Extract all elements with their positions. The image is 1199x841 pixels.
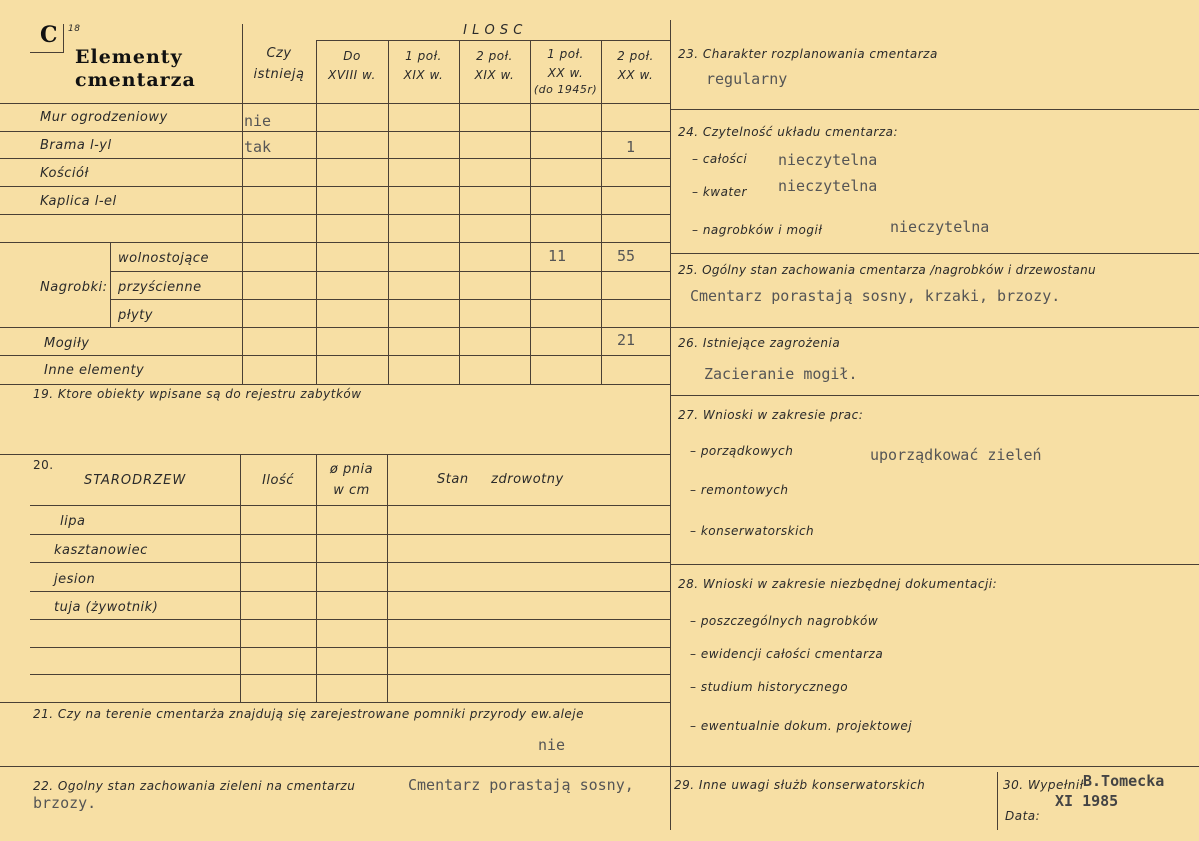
row-label-inne: Inne elementy — [44, 363, 145, 378]
line — [670, 109, 1199, 110]
line — [110, 299, 670, 300]
line — [30, 534, 670, 535]
line — [110, 271, 670, 272]
section-21-value: nie — [538, 736, 566, 754]
line — [388, 40, 389, 384]
section-23-value: regularny — [706, 70, 788, 88]
card-title-line2: cmentarza — [75, 69, 196, 91]
mogily-2xx-value: 21 — [617, 331, 636, 349]
line — [459, 40, 460, 384]
porzadkowych-label: – porządkowych — [690, 444, 794, 458]
section-28-label: 28. Wnioski w zakresie niezbędnej dokumentacji: — [678, 577, 998, 591]
tree-row-label: jesion — [54, 572, 96, 587]
kwater-value: nieczytelna — [778, 177, 878, 195]
brama-2xx-value: 1 — [626, 138, 636, 156]
line — [0, 766, 670, 767]
line — [670, 395, 1199, 396]
line — [110, 242, 111, 327]
ilosc-label: I L O S C — [463, 23, 523, 38]
col-header-l3: (do 1945r) — [533, 83, 598, 96]
line — [670, 564, 1199, 565]
tree-row-label: lipa — [60, 514, 86, 529]
calosci-value: nieczytelna — [778, 151, 878, 169]
nagrobkow-label: – nagrobków i mogił — [692, 223, 823, 237]
line — [0, 454, 670, 455]
line — [0, 103, 670, 104]
section-21-label: 21. Czy na terenie cmentarża znajdują się zarejestrowane pomniki przyrody ew.aleje — [33, 707, 585, 721]
nagrobkow-value: nieczytelna — [890, 218, 990, 236]
doc-item: – poszczególnych nagrobków — [690, 614, 879, 628]
section-25-label: 25. Ogólny stan zachowania cmentarza /nagrobków i drzewostanu — [678, 263, 1096, 277]
section-26-value: Zacieranie mogił. — [704, 365, 858, 383]
line — [30, 52, 64, 53]
starodrzew-title: STARODRZEW — [84, 473, 187, 488]
section-25-value: Cmentarz porastają sosny, krzaki, brzozy. — [690, 287, 1061, 305]
section-26-label: 26. Istniejące zagrożenia — [678, 336, 841, 350]
line — [0, 384, 670, 385]
date-label: Data: — [1005, 809, 1041, 823]
col-header-l2: XVIII w. — [328, 68, 376, 82]
porzadkowych-value: uporządkować zieleń — [870, 446, 1042, 464]
wolno-2xx-value: 55 — [617, 247, 636, 265]
row-label-mur: Mur ogrodzeniowy — [40, 110, 168, 125]
line — [0, 131, 670, 132]
main-divider — [670, 20, 671, 830]
line — [63, 24, 64, 53]
line — [997, 772, 998, 830]
card-code: C — [40, 22, 59, 48]
row-label-mogily: Mogiły — [44, 336, 90, 351]
calosci-label: – całości — [692, 152, 748, 166]
line — [670, 766, 1199, 767]
line — [0, 355, 670, 356]
col-exists-l1: Czy — [266, 46, 292, 61]
section-23-label: 23. Charakter rozplanowania cmentarza — [678, 47, 938, 61]
col-exists-l2: istnieją — [253, 67, 305, 82]
doc-item: – ewidencji całości cmentarza — [690, 647, 884, 661]
row-label-kaplica: Kaplica l-el — [40, 194, 117, 209]
section-30-label: 30. Wypełnił — [1003, 778, 1084, 792]
col-header-l1: Do — [343, 49, 361, 63]
line — [0, 327, 670, 328]
col-header-l1: 1 poł. — [547, 47, 584, 61]
filled-date-value: XI 1985 — [1055, 792, 1119, 810]
nagrobki-row-label: przyścienne — [118, 280, 202, 295]
section-24-label: 24. Czytelność układu cmentarza: — [678, 125, 899, 139]
kwater-label: – kwater — [692, 185, 747, 199]
line — [240, 454, 241, 702]
col-header-l2: XX w. — [547, 66, 584, 80]
line — [30, 619, 670, 620]
col-pnia-l1: ø pnia — [329, 462, 374, 477]
col-header-l2: XIX w. — [474, 68, 515, 82]
section-20-num: 20. — [33, 458, 54, 472]
tree-row-label: kasztanowiec — [54, 543, 148, 558]
col-header-l2: XIX w. — [403, 68, 444, 82]
card-title-line1: Elementy — [75, 46, 183, 68]
remontowych-label: – remontowych — [690, 483, 789, 497]
tree-row-label: tuja (żywotnik) — [54, 600, 159, 615]
line — [670, 327, 1199, 328]
filled-by-name: B.Tomecka — [1083, 772, 1165, 790]
col-ilosc: Ilość — [262, 473, 294, 488]
line — [0, 158, 670, 159]
col-stan: Stan zdrowotny — [437, 472, 564, 487]
line — [316, 40, 670, 41]
nagrobki-label: Nagrobki: — [40, 280, 108, 295]
line — [30, 591, 670, 592]
col-header-l1: 1 poł. — [405, 49, 442, 63]
line — [30, 674, 670, 675]
line — [387, 454, 388, 702]
wolno-1xx-value: 11 — [548, 247, 567, 265]
nagrobki-row-label: wolnostojące — [118, 251, 209, 266]
line — [601, 40, 602, 384]
row-label-brama: Brama l-yl — [40, 138, 112, 153]
section-27-label: 27. Wnioski w zakresie prac: — [678, 408, 864, 422]
section-22-value-l2: brzozy. — [33, 794, 97, 812]
line — [30, 505, 670, 506]
line — [0, 186, 670, 187]
section-19-label: 19. Ktore obiekty wpisane są do rejestru zabytków — [33, 387, 362, 401]
brama-exists-value: tak — [244, 138, 272, 156]
line — [0, 242, 670, 243]
doc-item: – studium historycznego — [690, 680, 849, 694]
section-22-value-l1: Cmentarz porastają sosny, — [408, 776, 634, 794]
line — [0, 214, 670, 215]
col-header-l2: XX w. — [617, 68, 654, 82]
line — [30, 562, 670, 563]
line — [0, 702, 670, 703]
line — [670, 253, 1199, 254]
mur-exists-value: nie — [244, 112, 272, 130]
line — [30, 647, 670, 648]
konserwatorskich-label: – konserwatorskich — [690, 524, 815, 538]
card-number: 18 — [68, 24, 81, 34]
col-header-l1: 2 poł. — [476, 49, 513, 63]
line — [316, 40, 317, 384]
nagrobki-row-label: płyty — [118, 308, 153, 323]
doc-item: – ewentualnie dokum. projektowej — [690, 719, 913, 733]
section-29-label: 29. Inne uwagi służb konserwatorskich — [674, 778, 926, 792]
col-pnia-l2: w cm — [333, 483, 370, 498]
col-header-l1: 2 poł. — [617, 49, 654, 63]
row-label-kosciol: Kościół — [40, 166, 89, 181]
section-22-label: 22. Ogolny stan zachowania zieleni na cmentarzu — [33, 779, 356, 793]
